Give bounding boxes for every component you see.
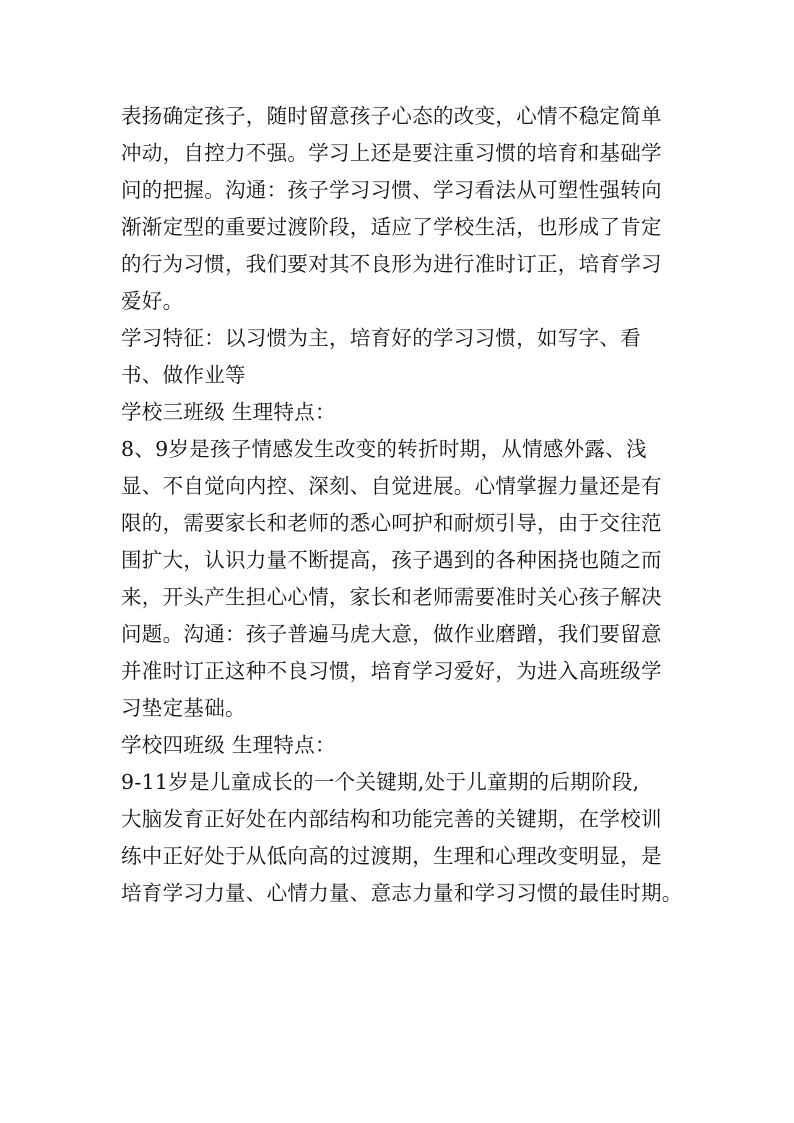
text-line: 9-11岁是儿童成长的一个关键期,处于儿童期的后期阶段, bbox=[121, 770, 640, 794]
text-line: 8、9岁是孩子情感发生改变的转折时期，从情感外露、浅 bbox=[121, 437, 647, 461]
text-line: 问的把握。沟通：孩子学习习惯、学习看法从可塑性强转向 bbox=[121, 178, 662, 202]
text-line: 来，开头产生担心心情，家长和老师需要准时关心孩子解决 bbox=[121, 585, 662, 609]
text-line: 学习特征：以习惯为主，培育好的学习习惯，如写字、看 bbox=[121, 326, 641, 350]
text-line: 限的，需要家长和老师的悉心呵护和耐烦引导，由于交往范 bbox=[121, 511, 662, 535]
text-line: 的行为习惯，我们要对其不良形为进行准时订正，培育学习 bbox=[121, 252, 662, 276]
text-line: 并准时订正这种不良习惯，培育学习爱好，为进入高班级学 bbox=[121, 659, 662, 683]
section-heading: 学校三班级 生理特点： bbox=[121, 400, 336, 424]
text-line: 围扩大，认识力量不断提高，孩子遇到的各种困挠也随之而 bbox=[121, 548, 662, 572]
text-line: 爱好。 bbox=[121, 289, 184, 313]
text-line: 冲动，自控力不强。学习上还是要注重习惯的培育和基础学 bbox=[121, 141, 662, 165]
text-line: 培育学习力量、心情力量、意志力量和学习习惯的最佳时期。 bbox=[121, 881, 683, 905]
text-line: 练中正好处于从低向高的过渡期，生理和心理改变明显，是 bbox=[121, 844, 662, 868]
text-line: 渐渐定型的重要过渡阶段，适应了学校生活，也形成了肯定 bbox=[121, 215, 662, 239]
text-line: 习垫定基础。 bbox=[121, 696, 246, 720]
text-line: 表扬确定孩子，随时留意孩子心态的改变，心情不稳定简单 bbox=[121, 104, 662, 128]
text-line: 显、不自觉向内控、深刻、自觉进展。心情掌握力量还是有 bbox=[121, 474, 662, 498]
text-line: 书、做作业等 bbox=[121, 363, 246, 387]
text-line: 问题。沟通：孩子普遍马虎大意，做作业磨蹭，我们要留意 bbox=[121, 622, 662, 646]
text-line: 大脑发育正好处在内部结构和功能完善的关键期，在学校训 bbox=[121, 807, 662, 831]
section-heading: 学校四班级 生理特点： bbox=[121, 733, 336, 757]
